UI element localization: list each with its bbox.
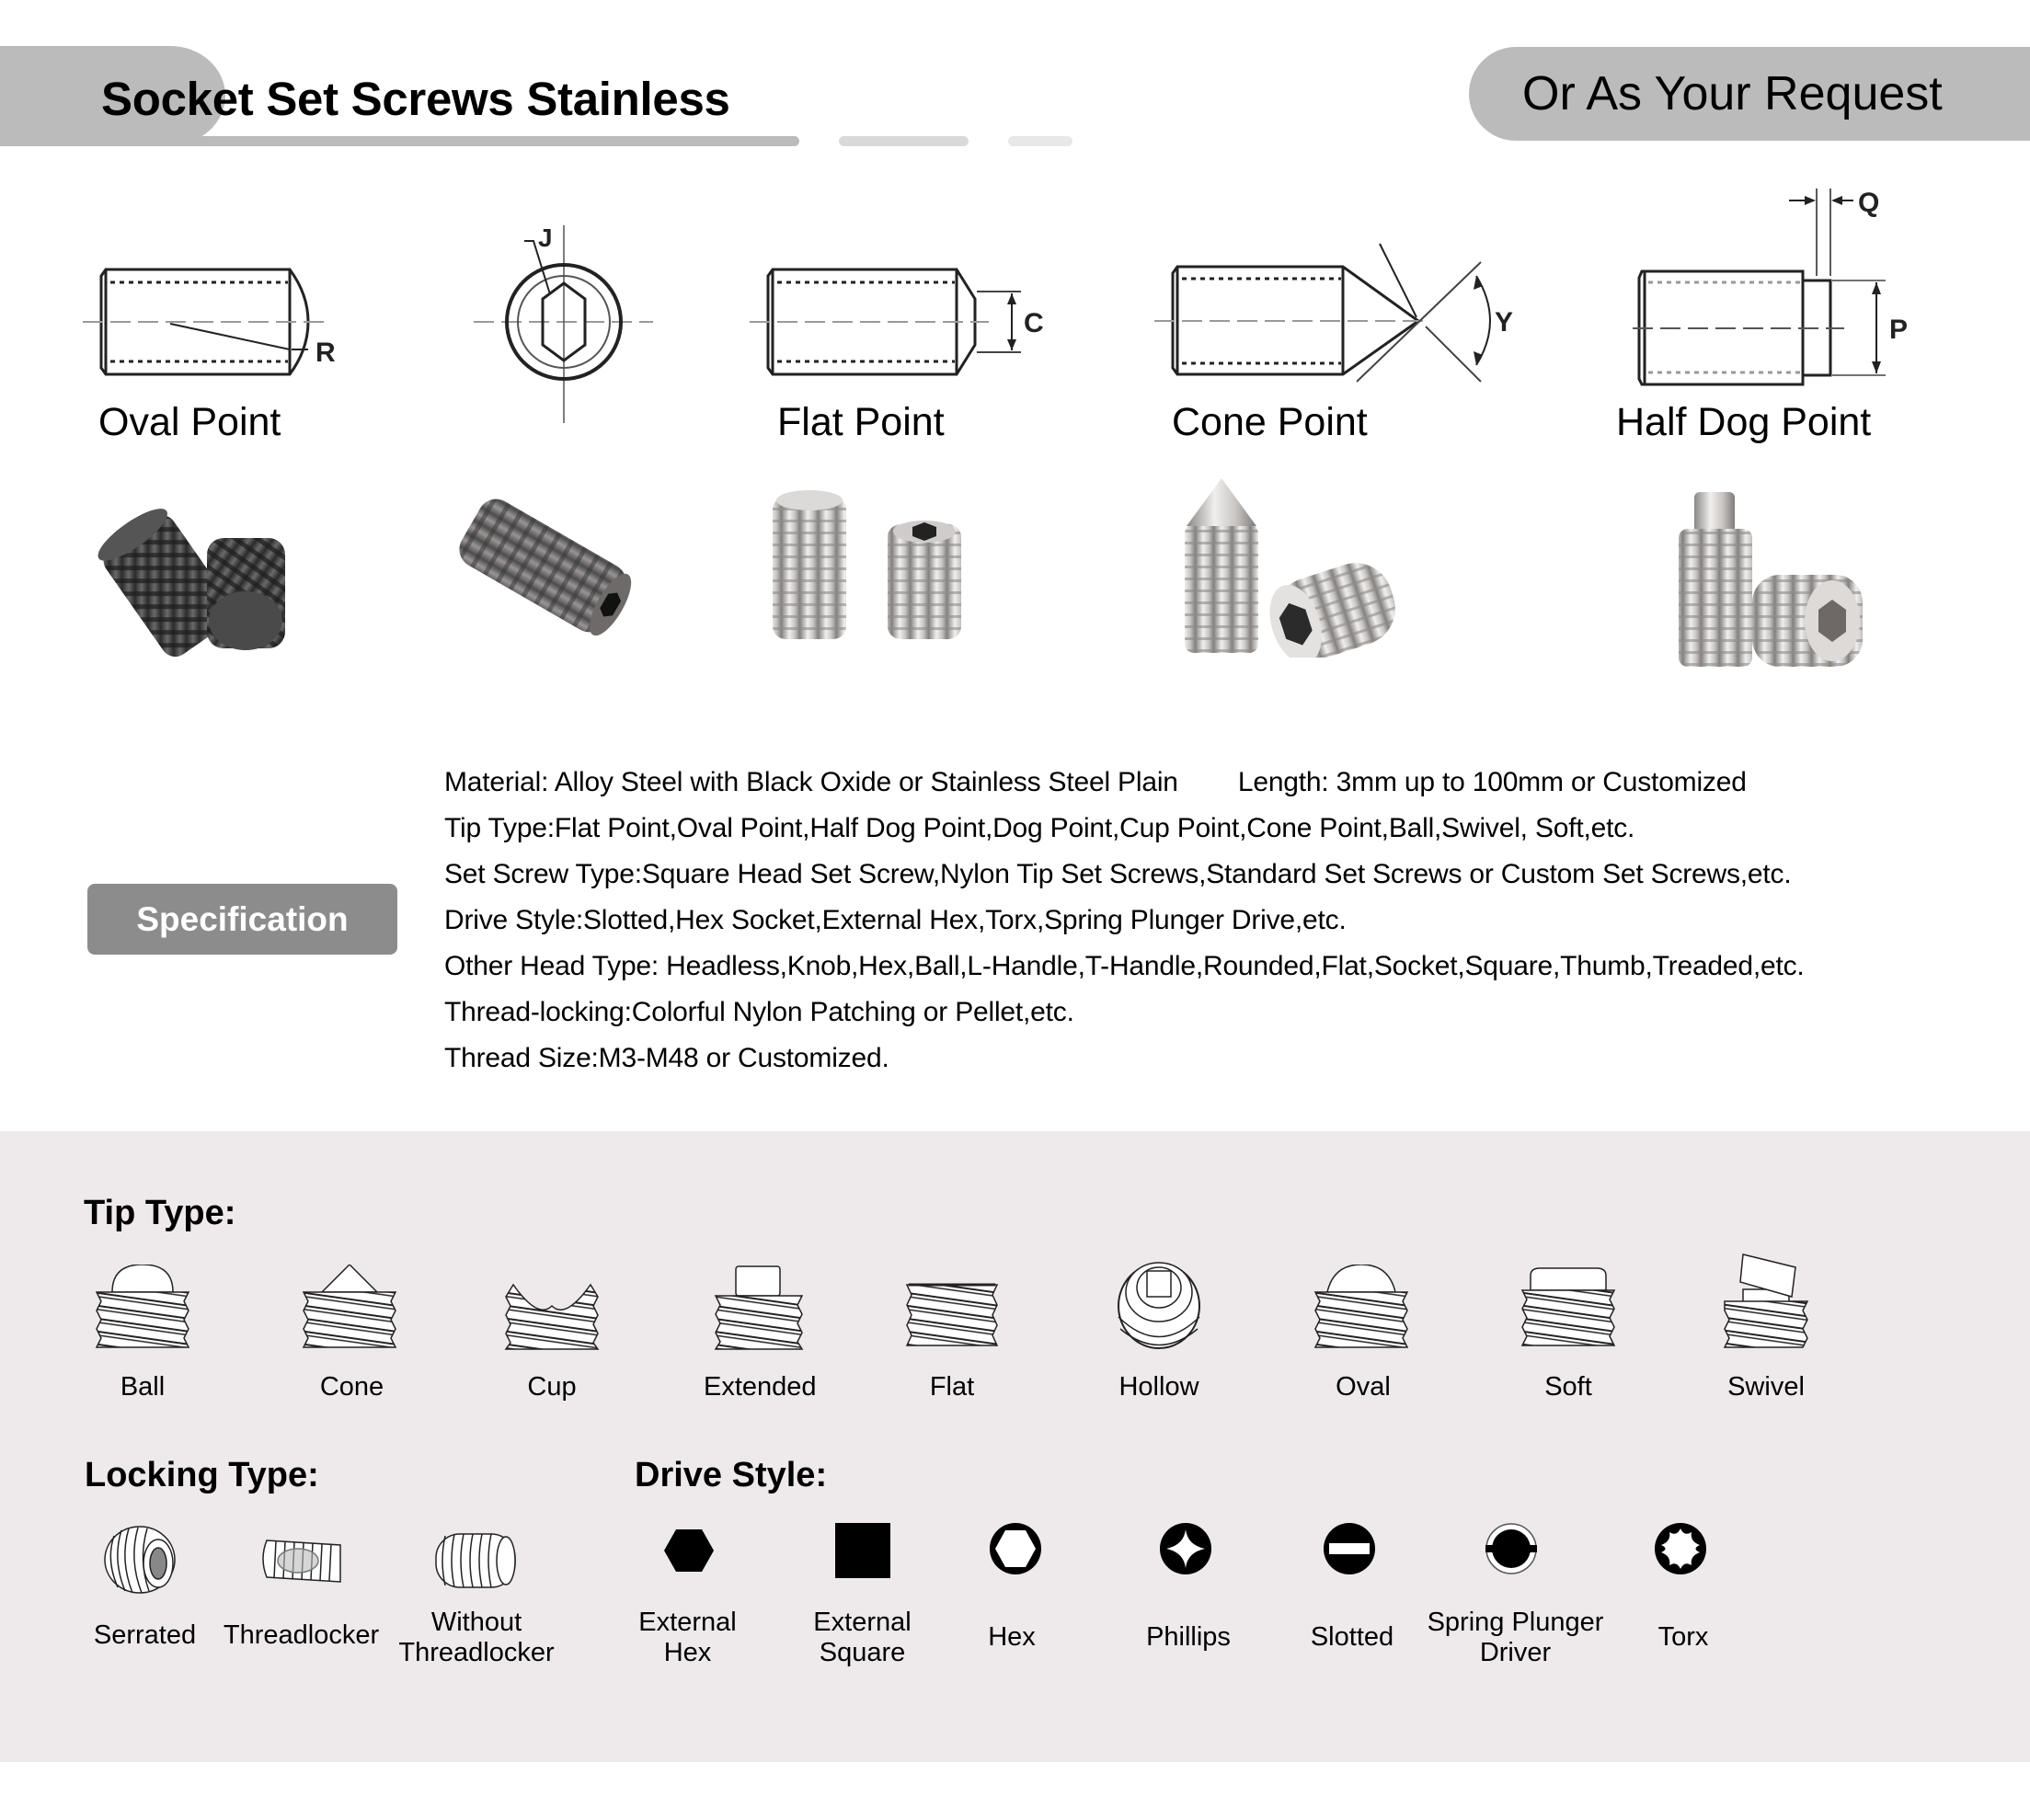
- spec-line-drive-style: Drive Style:Slotted,Hex Socket,External Hex,Torx,Spring Plunger Drive,etc.: [444, 905, 1347, 935]
- tip-type-cone[interactable]: [294, 1265, 405, 1352]
- svg-text:R: R: [315, 338, 336, 368]
- half-dog-point-diagram-icon: [1628, 184, 1932, 391]
- oval-point-diagram-icon: [78, 253, 354, 391]
- cone-point-diagram-icon: [1150, 225, 1536, 391]
- request-badge-label: Or As Your Request: [1522, 67, 1943, 120]
- title-underline-segment: [839, 136, 969, 146]
- hollow-tip-icon: [1113, 1251, 1205, 1352]
- title-underline-segment-short: [1008, 136, 1072, 146]
- tip-label-ball: Ball: [120, 1372, 166, 1402]
- hex-drive-icon: [989, 1522, 1042, 1575]
- drive-label-external-hex: External Hex: [638, 1608, 737, 1667]
- tip-type-cup[interactable]: [497, 1265, 607, 1352]
- drive-style-heading: Drive Style:: [635, 1456, 828, 1494]
- drive-label-torx: Torx: [1657, 1622, 1709, 1652]
- tip-type-flat[interactable]: [897, 1265, 1007, 1352]
- phillips-drive-icon: [1159, 1522, 1212, 1575]
- stainless-cone-point-screws-photo: [1177, 474, 1398, 658]
- page-title: Socket Set Screws Stainless: [101, 73, 730, 125]
- slotted-drive-icon: [1323, 1522, 1376, 1575]
- locking-label-without-threadlocker: Without Threadlocker: [398, 1608, 555, 1667]
- tip-label-hollow: Hollow: [1118, 1372, 1199, 1402]
- locking-label-serrated: Serrated: [93, 1620, 197, 1650]
- flat-point-diagram-icon: [745, 253, 1058, 391]
- drive-label-phillips: Phillips: [1146, 1622, 1231, 1652]
- tip-type-hollow[interactable]: [1104, 1251, 1214, 1352]
- specification-button[interactable]: Specification: [87, 884, 397, 955]
- ball-tip-icon: [92, 1265, 193, 1352]
- types-panel: [0, 1131, 2030, 1762]
- diagram-label-oval-point: Oval Point: [98, 400, 281, 444]
- drive-label-slotted: Slotted: [1310, 1622, 1394, 1652]
- svg-text:Y: Y: [1495, 307, 1514, 338]
- stainless-half-dog-point-screws-photo: [1665, 487, 1876, 671]
- svg-text:Q: Q: [1858, 188, 1880, 218]
- threadlocker-icon: [259, 1536, 342, 1586]
- spec-line-material-length: Material: Alloy Steel with Black Oxide or Stainless Steel Plain Length: 3mm up to 100mm or Customized: [444, 767, 1747, 797]
- diagram-label-flat-point: Flat Point: [777, 400, 945, 444]
- drive-label-external-square: External Square: [813, 1608, 912, 1667]
- serrated-lock-icon: [101, 1525, 179, 1597]
- spec-line-tip-type: Tip Type:Flat Point,Oval Point,Half Dog Point,Dog Point,Cup Point,Cone Point,Ball,Swivel, Soft,etc.: [444, 813, 1635, 843]
- oval-tip-icon: [1311, 1265, 1412, 1352]
- spec-line-thread-size: Thread Size:M3-M48 or Customized.: [444, 1043, 889, 1073]
- swivel-tip-icon: [1720, 1251, 1812, 1352]
- title-underline-bar: [0, 136, 799, 146]
- tip-label-cone: Cone: [319, 1372, 384, 1402]
- drive-label-spring-plunger: Spring Plunger Driver: [1427, 1608, 1604, 1667]
- no-threadlocker-icon: [432, 1530, 520, 1590]
- tip-type-heading: Tip Type:: [84, 1194, 236, 1232]
- tip-label-soft: Soft: [1544, 1372, 1592, 1402]
- cup-tip-icon: [501, 1265, 602, 1352]
- hex-socket-end-view-icon: [469, 221, 671, 432]
- extended-tip-icon: [708, 1265, 809, 1352]
- tip-type-ball[interactable]: [87, 1265, 198, 1352]
- svg-text:P: P: [1889, 315, 1909, 345]
- flat-tip-icon: [901, 1265, 1003, 1352]
- spec-line-other-head-type: Other Head Type: Headless,Knob,Hex,Ball,L-Handle,T-Handle,Rounded,Flat,Socket,Square,Thumb,Treaded,etc.: [444, 951, 1805, 981]
- stainless-flat-point-screws-photo: [763, 487, 984, 644]
- diagram-label-half-dog-point: Half Dog Point: [1616, 400, 1872, 444]
- tip-label-cup: Cup: [527, 1372, 577, 1402]
- svg-text:C: C: [1024, 308, 1044, 338]
- dark-steel-hex-socket-screw-photo: [451, 487, 635, 644]
- locking-type-heading: Locking Type:: [85, 1456, 319, 1494]
- locking-label-threadlocker: Threadlocker: [223, 1620, 380, 1650]
- tip-label-oval: Oval: [1336, 1372, 1391, 1402]
- tip-type-soft[interactable]: [1513, 1265, 1623, 1352]
- external-hex-icon: [663, 1528, 715, 1574]
- torx-drive-icon: [1654, 1522, 1707, 1575]
- tip-type-swivel[interactable]: [1711, 1251, 1821, 1352]
- diagram-label-cone-point: Cone Point: [1172, 400, 1368, 444]
- spec-line-set-screw-type: Set Screw Type:Square Head Set Screw,Nylon Tip Set Screws,Standard Set Screws or Custom Set Screws,etc.: [444, 859, 1792, 889]
- cone-tip-icon: [299, 1265, 400, 1352]
- svg-text:J: J: [538, 223, 553, 252]
- soft-tip-icon: [1518, 1265, 1619, 1352]
- spring-plunger-drive-icon: [1485, 1522, 1538, 1575]
- tip-type-extended[interactable]: [704, 1265, 814, 1352]
- tip-label-swivel: Swivel: [1727, 1372, 1805, 1402]
- tip-label-extended: Extended: [704, 1372, 817, 1402]
- tip-type-oval[interactable]: [1306, 1265, 1416, 1352]
- specification-list: [444, 760, 1805, 1082]
- drive-label-hex: Hex: [988, 1622, 1036, 1652]
- tip-label-flat: Flat: [929, 1372, 975, 1402]
- spec-line-thread-locking: Thread-locking:Colorful Nylon Patching or Pellet,etc.: [444, 997, 1074, 1027]
- external-square-icon: [835, 1523, 890, 1578]
- black-oxide-oval-point-screws-photo: [92, 483, 294, 658]
